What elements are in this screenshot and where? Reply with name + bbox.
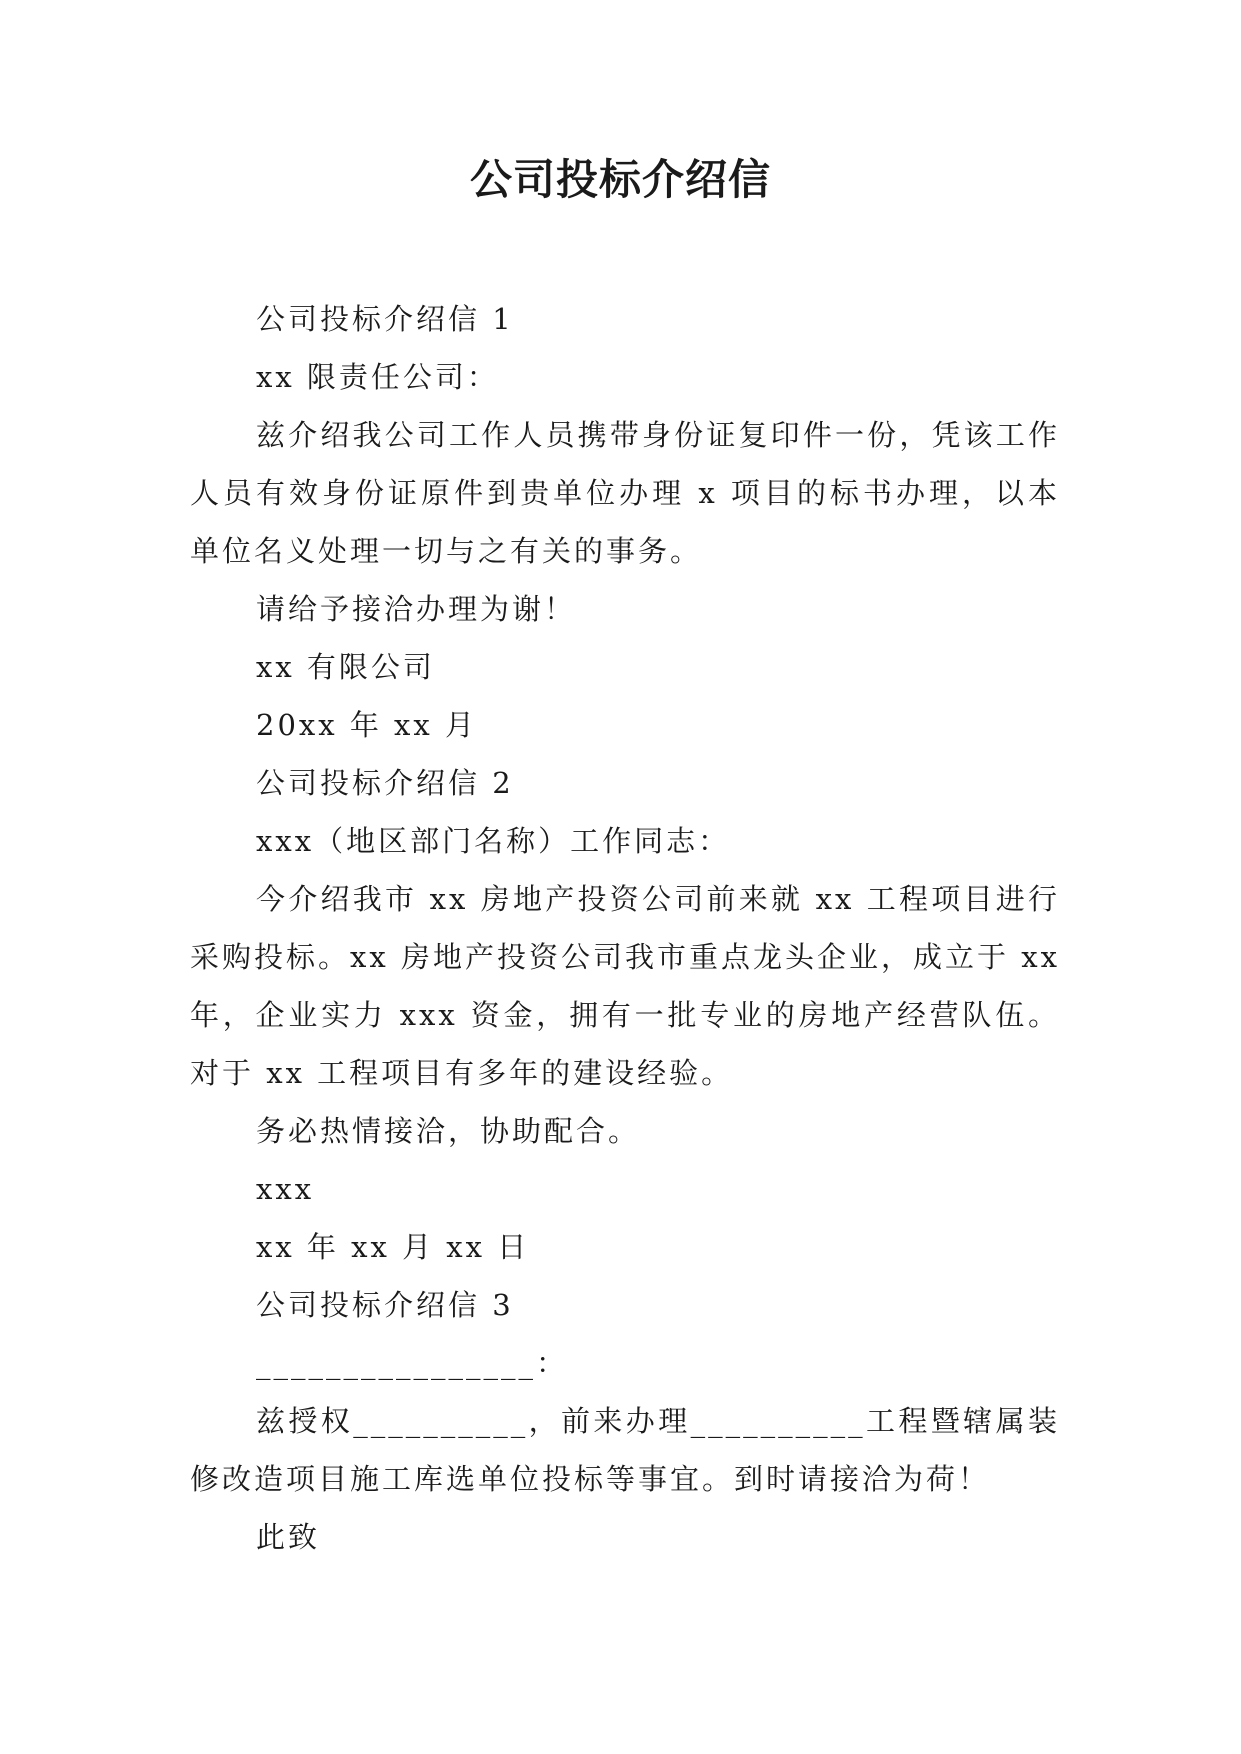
letter-1-date: 20xx 年 xx 月 xyxy=(256,708,477,742)
letter-2-body: 今介绍我市 xx 房地产投资公司前来就 xx 工程项目进行采购投标。xx 房地产投资公司我市重点龙头企业，成立于 xx 年，企业实力 xxx 资金，拥有一批专业的房地产经营队伍。对于 xx 工程项目有多年的建设经验。 xyxy=(190,882,1060,1090)
letter-2-signature: xxx xyxy=(256,1172,315,1206)
letter-2-closing: 务必热情接洽，协助配合。 xyxy=(256,1114,641,1148)
letter-3-salutation: ________________： xyxy=(256,1346,569,1380)
letter-1-signature: xx 有限公司 xyxy=(256,650,435,684)
letter-1-salutation: xx 限责任公司： xyxy=(256,360,499,394)
letter-1-closing: 请给予接洽办理为谢！ xyxy=(256,592,577,626)
letter-3-closing: 此致 xyxy=(256,1520,321,1554)
document-body xyxy=(190,290,1060,1566)
letter-1-body: 兹介绍我公司工作人员携带身份证复印件一份，凭该工作人员有效身份证原件到贵单位办理 x 项目的标书办理，以本单位名义处理一切与之有关的事务。 xyxy=(190,418,1060,568)
document-title: 公司投标介绍信 xyxy=(469,155,771,204)
letter-2-heading: 公司投标介绍信 2 xyxy=(256,766,514,800)
letter-2-date: xx 年 xx 月 xx 日 xyxy=(256,1230,530,1264)
letter-1-heading: 公司投标介绍信 1 xyxy=(256,302,514,336)
letter-3-heading: 公司投标介绍信 3 xyxy=(256,1288,514,1322)
letter-3-body: 兹授权__________，前来办理__________工程暨辖属装修改造项目施工库选单位投标等事宜。到时请接洽为荷！ xyxy=(190,1404,1060,1496)
letter-2-salutation: xxx（地区部门名称）工作同志： xyxy=(256,824,731,858)
